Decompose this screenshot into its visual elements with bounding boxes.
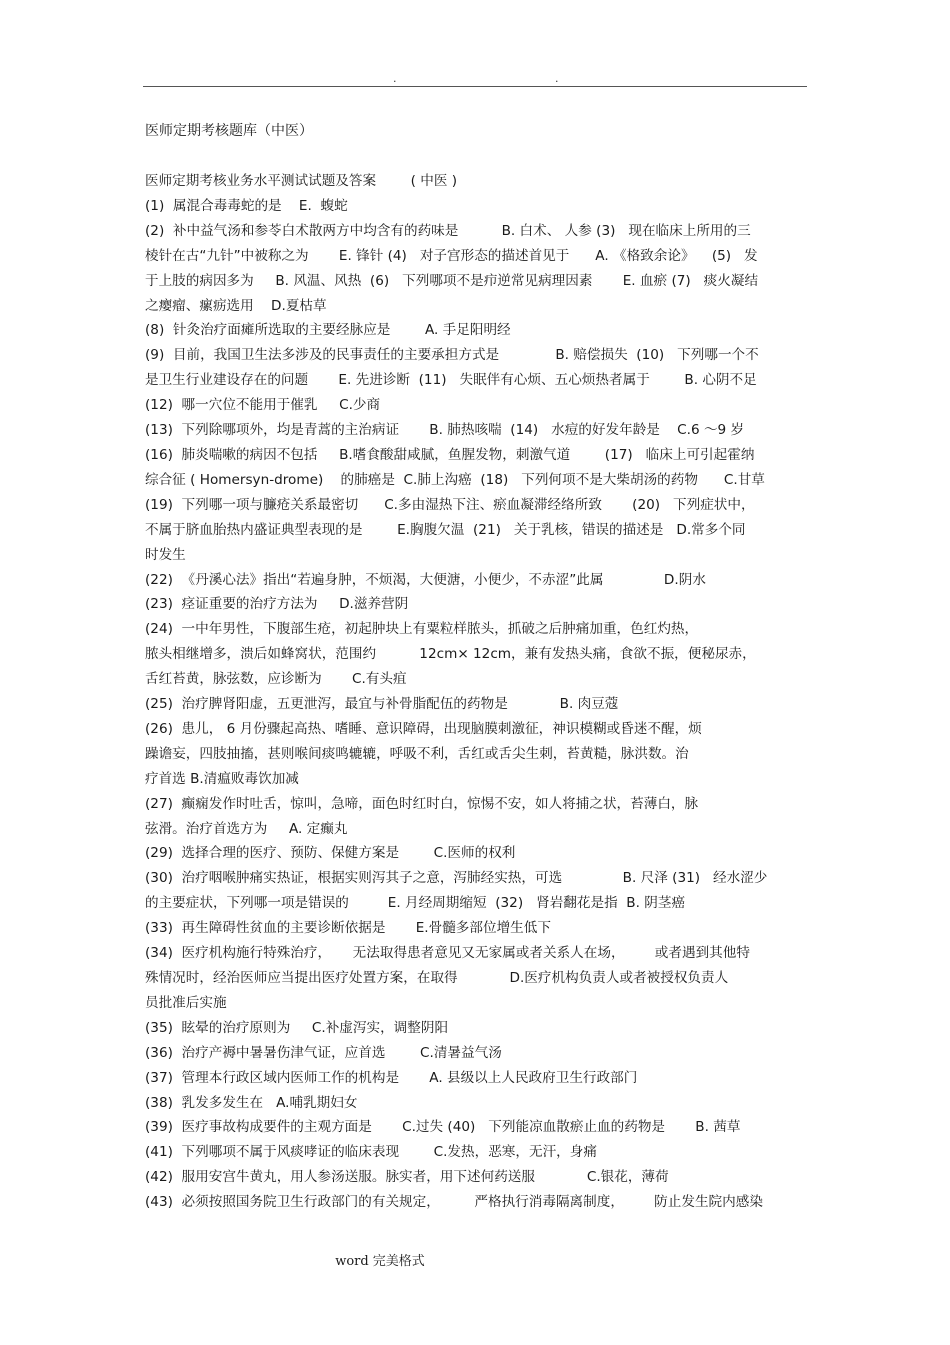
question-line: (30) 治疗咽喉肿痛实热证，根据实则泻其子之意，泻肺经实热，可选 B. 尺泽 (31) 经水涩少	[145, 870, 768, 887]
question-line: (42) 服用安宫牛黄丸，用人参汤送服。脉实者，用下述何药送服 C.银花，薄荷	[145, 1169, 669, 1186]
question-line: 疗首选 B.清瘟败毒饮加减	[145, 770, 299, 787]
question-line: (23) 痉证重要的治疗方法为 D.滋养营阴	[145, 596, 409, 613]
question-line: (19) 下列哪一项与臁疮关系最密切 C.多由湿热下注、瘀血凝滞经络所致 (20) 下列症状中，	[145, 496, 755, 513]
question-line: 脓头相继增多，溃后如蜂窝状，范围约 12cm× 12cm，兼有发热头痛，食欲不振，便秘尿赤，	[145, 646, 756, 663]
header-dot-right: .	[555, 72, 559, 85]
question-line: 医师定期考核业务水平测试试题及答案 ( 中医 )	[145, 173, 458, 189]
header-dots	[0, 72, 950, 85]
question-line: (22) 《丹溪心法》指出“若遍身肿，不烦渴，大便溏，小便少，不赤涩”此属 D.阴水	[145, 571, 706, 588]
question-line: (25) 治疗脾肾阳虚，五更泄泻，最宜与补骨脂配伍的药物是 B. 肉豆蔻	[145, 696, 619, 713]
question-line: (8) 针灸治疗面瘫所选取的主要经脉应是 A. 手足阳明经	[145, 322, 511, 339]
question-line: (35) 眩晕的治疗原则为 C.补虚泻实，调整阴阳	[145, 1019, 449, 1036]
question-line: 弦滑。治疗首选方为 A. 定癫丸	[145, 820, 348, 837]
question-line: (26) 患儿， 6 月份骤起高热、嗜睡、意识障碍，出现脑膜刺激征，神识模糊或昏迷不醒，烦	[145, 720, 702, 737]
question-line: 之瘿瘤、瘰疬选用 D.夏枯草	[145, 297, 327, 314]
question-line: (16) 肺炎喘嗽的病因不包括 B.嗜食酸甜咸腻，鱼腥发物，刺激气道 (17) 临床上可引起霍纳	[145, 446, 755, 463]
question-line: 棱针在古“九针”中被称之为 E. 锋针 (4) 对子宫形态的描述首见于 A. 《格致余论》 (5) 发	[145, 247, 758, 264]
question-line: (13) 下列除哪项外，均是青蒿的主治病证 B. 肺热咳喘 (14) 水痘的好发年龄是 C.6 ～9 岁	[145, 422, 745, 439]
document-title: 医师定期考核题库（中医）	[145, 123, 313, 139]
question-line: (1) 属混合毒毒蛇的是 E. 蝮蛇	[145, 197, 348, 214]
question-line: 员批准后实施	[145, 994, 227, 1011]
question-line: (2) 补中益气汤和参苓白术散两方中均含有的药味是 B. 白术、 人参 (3) 现在临床上所用的三	[145, 222, 751, 239]
question-line: (41) 下列哪项不属于风痰哮证的临床表现 C.发热，恶寒，无汗，身痛	[145, 1144, 597, 1161]
question-line: 综合征 ( Homersyn-drome) 的肺癌是 C.肺上沟癌 (18) 下列何项不是大柴胡汤的药物 C.甘草	[145, 471, 765, 488]
question-line: 于上肢的病因多为 B. 风温、风热 (6) 下列哪项不是疖逆常见病理因素 E. 血瘀 (7) 痰火凝结	[145, 272, 759, 289]
question-line: (9) 目前，我国卫生法多涉及的民事责任的主要承担方式是 B. 赔偿损失 (10) 下列哪一个不	[145, 347, 759, 364]
question-line: (33) 再生障碍性贫血的主要诊断依据是 E.骨髓多部位增生低下	[145, 920, 551, 937]
question-line: 不属于脐血胎热内盛证典型表现的是 E.胸腹欠温 (21) 关于乳核，错误的描述是 D.常多个同	[145, 521, 746, 538]
header-dot-left: .	[393, 72, 397, 85]
question-line: (24) 一中年男性，下腹部生疮，初起肿块上有粟粒样脓头，抓破之后肿痛加重，色红灼热，	[145, 621, 699, 638]
question-line: (38) 乳发多发生在 A.哺乳期妇女	[145, 1094, 358, 1111]
question-line: (27) 癫痫发作时吐舌，惊叫，急啼，面色时红时白，惊惕不安，如人将捕之状，苔薄白，脉	[145, 795, 699, 812]
question-line: 时发生	[145, 546, 186, 563]
question-line: 是卫生行业建设存在的问题 E. 先进诊断 (11) 失眠伴有心烦、五心烦热者属于 B. 心阴不足	[145, 372, 757, 389]
header-rule	[143, 86, 807, 87]
question-line: (43) 必须按照国务院卫生行政部门的有关规定， 严格执行消毒隔离制度， 防止发生院内感染	[145, 1194, 763, 1211]
page-footer: word 完美格式	[335, 1254, 425, 1269]
question-line: 躁谵妄，四肢抽搐，甚则喉间痰鸣辘辘，呼吸不利，舌红或舌尖生刺，苔黄糙，脉洪数。治	[145, 745, 689, 762]
question-line: (36) 治疗产褥中暑暑伤津气证，应首选 C.清暑益气汤	[145, 1044, 502, 1061]
question-line: 的主要症状，下列哪一项是错误的 E. 月经周期缩短 (32) 肾岩翻花是指 B. 阴茎癌	[145, 895, 686, 912]
question-list	[145, 169, 813, 1215]
question-line: (37) 管理本行政区域内医师工作的机构是 A. 县级以上人民政府卫生行政部门	[145, 1069, 638, 1086]
question-line: 殊情况时，经治医师应当提出医疗处置方案，在取得 D.医疗机构负责人或者被授权负责人	[145, 970, 729, 986]
question-line: (29) 选择合理的医疗、预防、保健方案是 C.医师的权利	[145, 845, 516, 862]
question-line: (39) 医疗事故构成要件的主观方面是 C.过失 (40) 下列能凉血散瘀止血的药物是 B. 茜草	[145, 1119, 741, 1136]
question-line: (12) 哪一穴位不能用于催乳 C.少商	[145, 397, 381, 414]
question-line: (34) 医疗机构施行特殊治疗， 无法取得患者意见又无家属或者关系人在场， 或者遇到其他特	[145, 945, 750, 962]
question-line: 舌红苔黄，脉弦数，应诊断为 C.有头疽	[145, 671, 407, 688]
